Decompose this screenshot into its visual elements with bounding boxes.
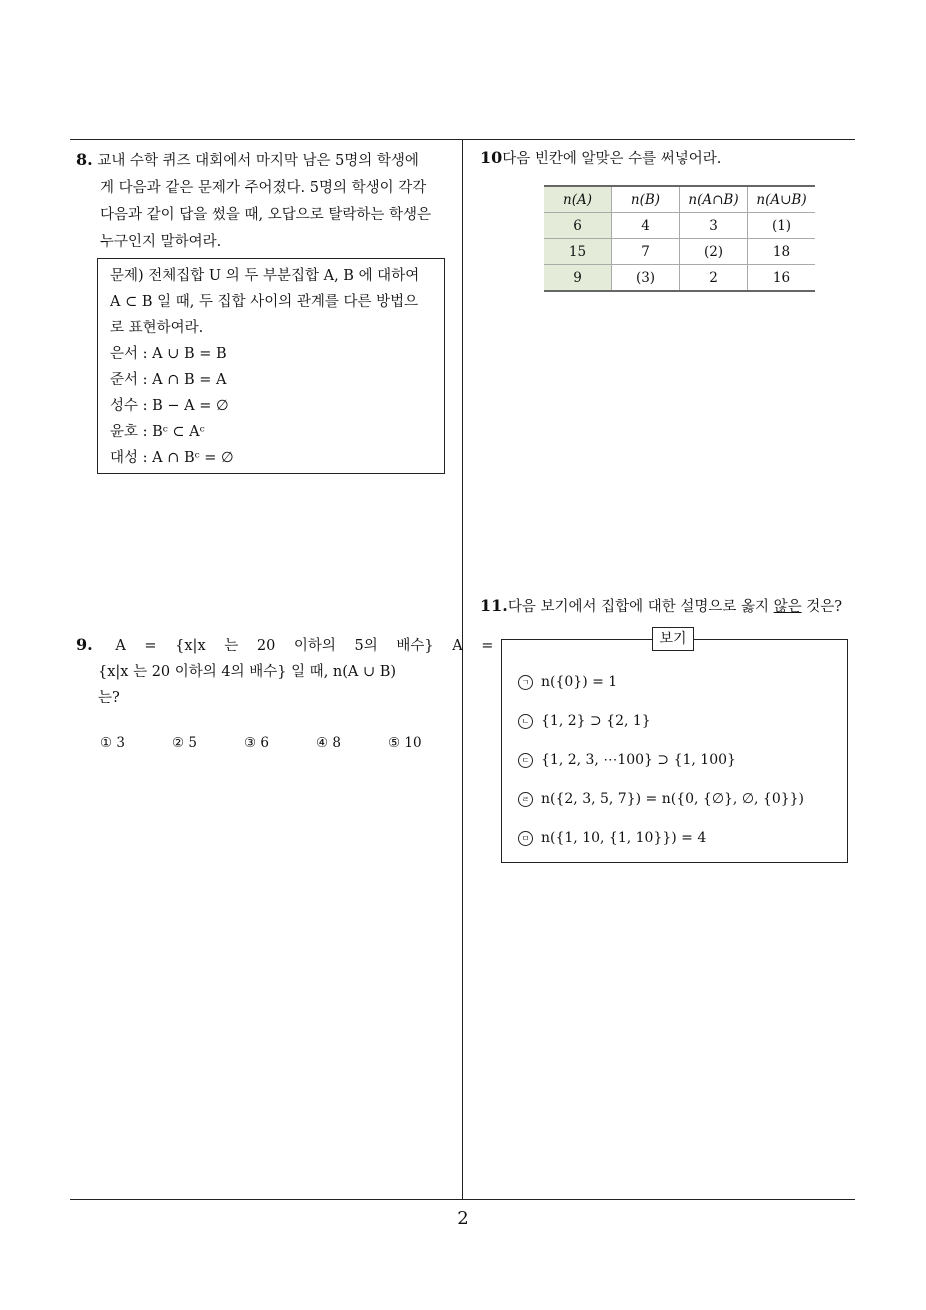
q8-answer-eunseo: 은서 : A ∪ B = B	[110, 346, 227, 362]
table-header-row	[544, 186, 815, 213]
q11-item-marker: ㄱ	[518, 675, 533, 690]
table-header: n(A∩B)	[680, 186, 748, 213]
question-10	[480, 146, 850, 171]
q11-item-marker: ㄴ	[518, 714, 533, 729]
q9-choice-3[interactable]: ③ 6	[244, 735, 269, 751]
table-cell: 6	[544, 213, 612, 239]
q8-answer-junseo: 준서 : A ∩ B = A	[110, 372, 227, 388]
table-row	[544, 213, 815, 239]
q9-line: 는?	[98, 690, 120, 706]
table-cell[interactable]: (2)	[680, 239, 748, 265]
table-header: n(A)	[544, 186, 612, 213]
q11-number: 11.	[480, 596, 508, 615]
q8-problem-box	[97, 258, 445, 474]
q11-item[interactable]	[518, 747, 804, 786]
q11-box-label: 보기	[652, 627, 694, 651]
q8-text	[76, 146, 458, 256]
q8-line: 다음과 같이 답을 썼을 때, 오답으로 탈락하는 학생은	[100, 207, 432, 223]
q11-items	[518, 669, 804, 864]
q11-item-marker: ㄹ	[518, 792, 533, 807]
q11-item-marker: ㅁ	[518, 831, 533, 846]
q11-item[interactable]	[518, 708, 804, 747]
table-cell: 15	[544, 239, 612, 265]
q8-box-line: 문제) 전체집합 U 의 두 부분집합 A, B 에 대하여	[110, 268, 420, 284]
q11-text-underlined: 않은	[773, 599, 802, 615]
q8-answer-seongsu: 성수 : B − A = ∅	[110, 398, 229, 414]
table-header: n(A∪B)	[748, 186, 816, 213]
table-header: n(B)	[612, 186, 680, 213]
q11-item-marker: ㄷ	[518, 753, 533, 768]
q11-item[interactable]	[518, 825, 804, 864]
bottom-rule	[70, 1199, 855, 1200]
table-cell: 2	[680, 265, 748, 292]
table-cell: 9	[544, 265, 612, 292]
q11-item[interactable]	[518, 669, 804, 708]
q11-item-text: {1, 2} ⊃ {2, 1}	[541, 713, 651, 729]
table-cell: 18	[748, 239, 816, 265]
q11-item-text: {1, 2, 3, ⋯100} ⊃ {1, 100}	[541, 752, 736, 768]
q8-answer-daeseong: 대성 : A ∩ Bᶜ = ∅	[110, 450, 234, 466]
table-cell: 4	[612, 213, 680, 239]
question-9	[76, 632, 494, 711]
question-11	[480, 594, 870, 619]
table-row	[544, 265, 815, 292]
q8-line: 게 다음과 같은 문제가 주어졌다. 5명의 학생이 각각	[100, 180, 427, 196]
q9-choice-1[interactable]: ① 3	[100, 735, 125, 751]
q8-box-line: A ⊂ B 일 때, 두 집합 사이의 관계를 다른 방법으	[110, 294, 419, 310]
column-divider	[462, 139, 463, 1200]
q11-item-text: n({2, 3, 5, 7}) = n({0, {∅}, ∅, {0}})	[541, 791, 805, 807]
question-8	[76, 146, 458, 256]
table-row	[544, 239, 815, 265]
q9-choice-2[interactable]: ② 5	[172, 735, 197, 751]
q10-number: 10	[480, 148, 503, 167]
q11-item-text: n({1, 10, {1, 10}}) = 4	[541, 830, 707, 846]
q10-table	[544, 185, 815, 292]
page-number: 2	[457, 1208, 469, 1229]
q9-choice-5[interactable]: ⑤ 10	[388, 735, 422, 751]
table-cell[interactable]: (1)	[748, 213, 816, 239]
q8-number: 8.	[76, 150, 93, 169]
q9-choices	[100, 735, 460, 751]
table-cell: 16	[748, 265, 816, 292]
q8-answer-yunho: 윤호 : Bᶜ ⊂ Aᶜ	[110, 424, 205, 440]
q8-line: 교내 수학 퀴즈 대회에서 마지막 남은 5명의 학생에	[97, 153, 419, 169]
q9-choice-4[interactable]: ④ 8	[316, 735, 341, 751]
q11-text-end: 것은?	[801, 599, 843, 615]
table-cell: 3	[680, 213, 748, 239]
q8-line: 누구인지 말하여라.	[100, 234, 222, 250]
q8-box-line: 로 표현하여라.	[110, 320, 204, 336]
q9-number: 9.	[76, 635, 93, 654]
table-cell: 7	[612, 239, 680, 265]
q9-line: {x|x 는 20 이하의 4의 배수} 일 때, n(A ∪ B)	[98, 664, 397, 680]
q11-item[interactable]	[518, 786, 804, 825]
q11-item-text: n({0}) = 1	[541, 674, 618, 690]
table-cell[interactable]: (3)	[612, 265, 680, 292]
q10-text: 다음 빈칸에 알맞은 수를 써넣어라.	[502, 151, 722, 167]
q9-line: A = {x|x 는 20 이하의 5의 배수} A =	[115, 638, 494, 654]
q11-text: 다음 보기에서 집합에 대한 설명으로 옳지	[507, 599, 774, 615]
